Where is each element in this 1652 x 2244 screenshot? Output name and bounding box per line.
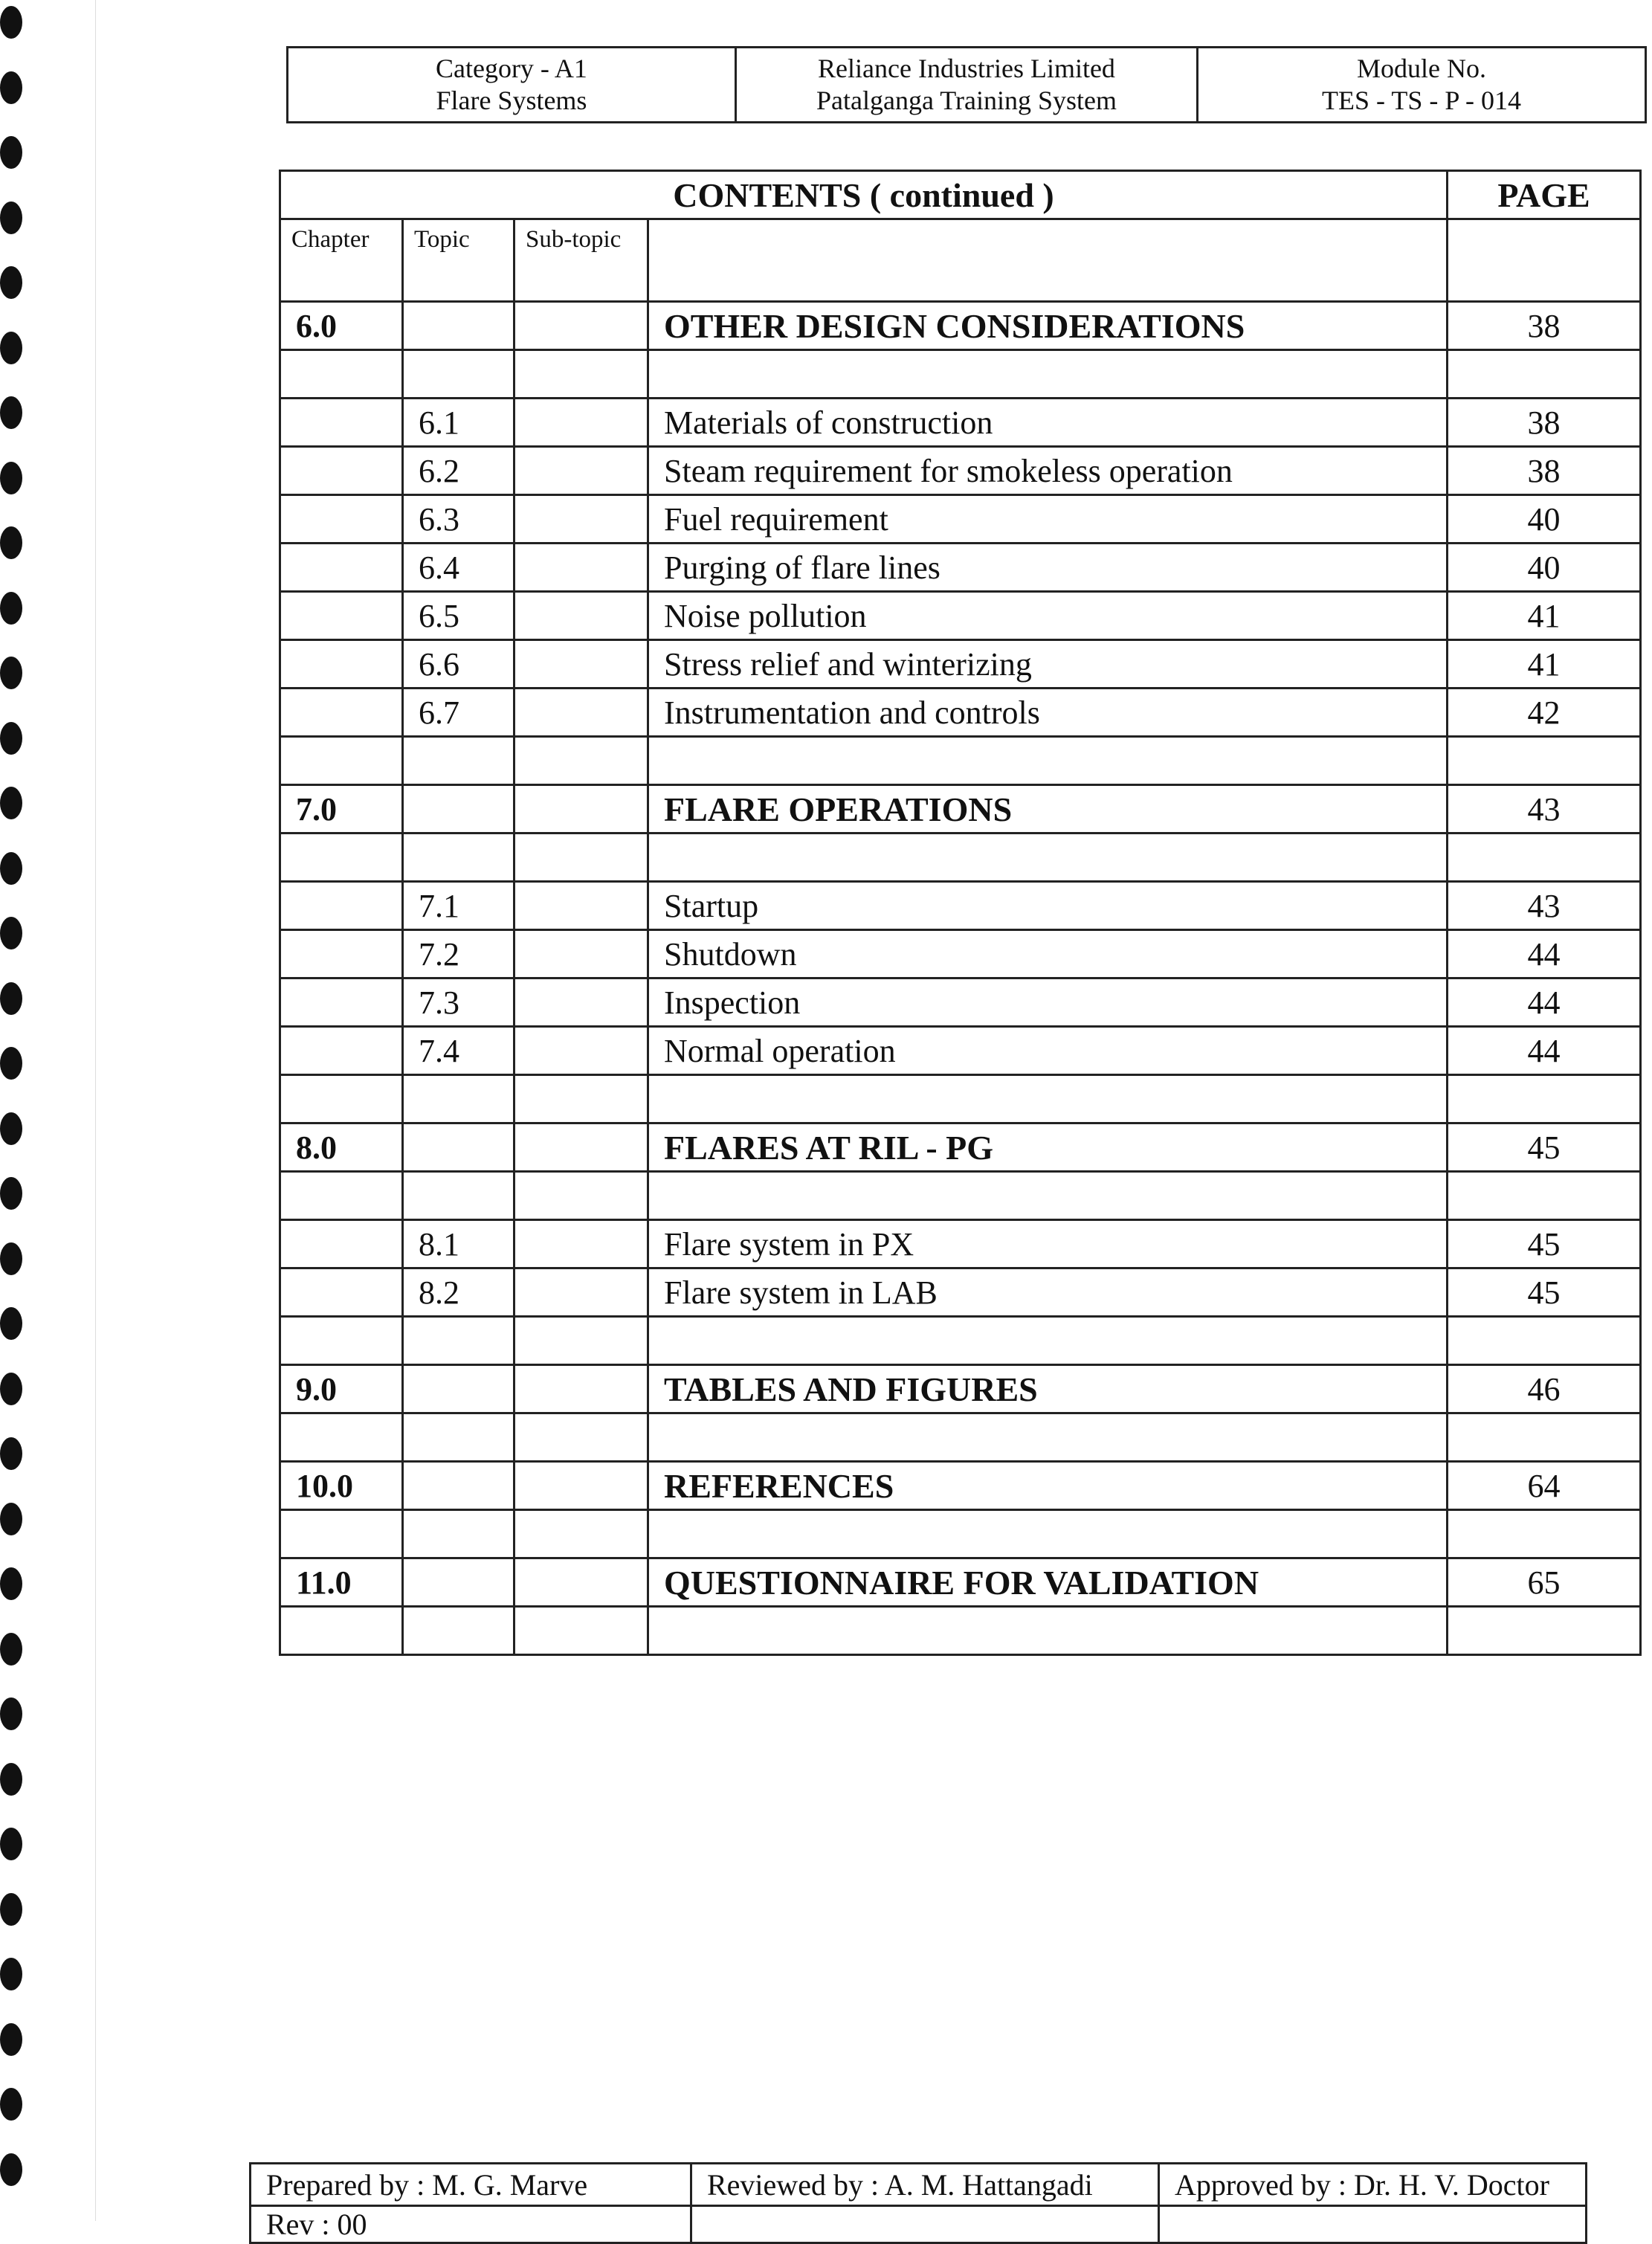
spacer-row	[280, 1172, 1641, 1220]
page-number: 43	[1448, 785, 1641, 834]
chapter-title: REFERENCES	[648, 1462, 1448, 1510]
binder-hole	[0, 332, 22, 364]
topic-title: Flare system in LAB	[648, 1268, 1448, 1317]
topic-number: 6.2	[403, 447, 514, 495]
binder-hole	[0, 787, 22, 819]
spacer-row	[280, 834, 1641, 882]
binder-hole	[0, 2023, 22, 2056]
signoff-footer	[249, 2162, 1587, 2244]
binder-hole	[0, 592, 22, 625]
chapter-title: QUESTIONNAIRE FOR VALIDATION	[648, 1558, 1448, 1607]
binder-hole	[0, 1307, 22, 1340]
module-header	[286, 46, 1647, 123]
topic-row	[280, 495, 1641, 544]
chapter-title: FLARE OPERATIONS	[648, 785, 1448, 834]
topic-title: Steam requirement for smokeless operation	[648, 447, 1448, 495]
category-cell	[288, 48, 736, 123]
company-line-1: Reliance Industries Limited	[818, 53, 1115, 83]
binder-hole	[0, 722, 22, 755]
chapter-title: TABLES AND FIGURES	[648, 1365, 1448, 1413]
binder-hole	[0, 201, 22, 234]
chapter-number: 11.0	[280, 1558, 403, 1607]
topic-row	[280, 447, 1641, 495]
topic-title: Instrumentation and controls	[648, 689, 1448, 737]
topic-row	[280, 1027, 1641, 1075]
chapter-row	[280, 1365, 1641, 1413]
spacer-row	[280, 1510, 1641, 1558]
page-number: 38	[1448, 302, 1641, 350]
spacer-row	[280, 737, 1641, 785]
binder-hole	[0, 1697, 22, 1730]
topic-column-header: Topic	[403, 219, 514, 302]
binder-hole	[0, 1112, 22, 1145]
chapter-number: 8.0	[280, 1123, 403, 1172]
topic-row	[280, 689, 1641, 737]
chapter-title: OTHER DESIGN CONSIDERATIONS	[648, 302, 1448, 350]
revision: Rev : 00	[251, 2206, 691, 2243]
binder-hole	[0, 2153, 22, 2186]
topic-number: 6.4	[403, 544, 514, 592]
binder-hole	[0, 1242, 22, 1275]
topic-title: Startup	[648, 882, 1448, 930]
company-line-2: Patalganga Training System	[816, 86, 1117, 115]
page-number: 40	[1448, 544, 1641, 592]
page-margin-line	[95, 0, 96, 2221]
chapter-title: FLARES AT RIL - PG	[648, 1123, 1448, 1172]
page-number: 64	[1448, 1462, 1641, 1510]
chapter-row	[280, 1558, 1641, 1607]
binder-hole	[0, 462, 22, 494]
binder-hole	[0, 1958, 22, 1990]
category-line-1: Category - A1	[435, 53, 587, 83]
binder-hole	[0, 657, 22, 689]
binder-hole	[0, 1177, 22, 1210]
page-number: 44	[1448, 978, 1641, 1027]
binder-hole	[0, 6, 22, 39]
chapter-number: 6.0	[280, 302, 403, 350]
page-number: 41	[1448, 592, 1641, 640]
spacer-row	[280, 1607, 1641, 1655]
page-number: 46	[1448, 1365, 1641, 1413]
binder-hole	[0, 852, 22, 885]
topic-row	[280, 1220, 1641, 1268]
page-number: 45	[1448, 1123, 1641, 1172]
page-number: 38	[1448, 399, 1641, 447]
page-number: 38	[1448, 447, 1641, 495]
topic-row	[280, 544, 1641, 592]
topic-row	[280, 399, 1641, 447]
topic-title: Shutdown	[648, 930, 1448, 978]
topic-title: Noise pollution	[648, 592, 1448, 640]
binder-hole	[0, 266, 22, 299]
topic-title: Flare system in PX	[648, 1220, 1448, 1268]
topic-number: 7.3	[403, 978, 514, 1027]
binder-hole	[0, 1633, 22, 1666]
binder-hole	[0, 1828, 22, 1860]
binder-hole	[0, 1567, 22, 1600]
binder-hole	[0, 396, 22, 429]
chapter-row	[280, 785, 1641, 834]
prepared-by: Prepared by : M. G. Marve	[251, 2164, 691, 2206]
contents-rows	[280, 302, 1641, 1655]
binder-hole	[0, 136, 22, 169]
spacer-row	[280, 1317, 1641, 1365]
topic-row	[280, 640, 1641, 689]
contents-table	[279, 170, 1642, 1656]
binder-hole	[0, 1893, 22, 1926]
chapter-row	[280, 1462, 1641, 1510]
category-line-2: Flare Systems	[436, 86, 587, 115]
binder-hole	[0, 1437, 22, 1470]
topic-row	[280, 882, 1641, 930]
topic-number: 8.1	[403, 1220, 514, 1268]
topic-number: 8.2	[403, 1268, 514, 1317]
binder-hole	[0, 917, 22, 949]
spacer-row	[280, 350, 1641, 399]
binder-hole	[0, 71, 22, 104]
topic-number: 6.6	[403, 640, 514, 689]
reviewed-by: Reviewed by : A. M. Hattangadi	[691, 2164, 1159, 2206]
module-line-2: TES - TS - P - 014	[1322, 86, 1522, 115]
binder-hole	[0, 982, 22, 1015]
page-number: 65	[1448, 1558, 1641, 1607]
page-number: 44	[1448, 930, 1641, 978]
chapter-number: 7.0	[280, 785, 403, 834]
binder-hole	[0, 1763, 22, 1796]
page-number: 40	[1448, 495, 1641, 544]
binder-hole	[0, 1503, 22, 1535]
topic-number: 6.3	[403, 495, 514, 544]
page-number: 44	[1448, 1027, 1641, 1075]
topic-row	[280, 1268, 1641, 1317]
page-number: 45	[1448, 1220, 1641, 1268]
page-column-header: PAGE	[1448, 171, 1641, 219]
topic-number: 7.4	[403, 1027, 514, 1075]
topic-title: Fuel requirement	[648, 495, 1448, 544]
page-number: 43	[1448, 882, 1641, 930]
spacer-row	[280, 1413, 1641, 1462]
binder-hole	[0, 526, 22, 559]
topic-number: 6.1	[403, 399, 514, 447]
binder-hole	[0, 1047, 22, 1080]
topic-title: Stress relief and winterizing	[648, 640, 1448, 689]
topic-number: 7.2	[403, 930, 514, 978]
page-number: 42	[1448, 689, 1641, 737]
topic-title: Normal operation	[648, 1027, 1448, 1075]
module-line-1: Module No.	[1357, 53, 1487, 83]
subtopic-column-header: Sub-topic	[514, 219, 648, 302]
topic-row	[280, 592, 1641, 640]
company-cell	[735, 48, 1197, 123]
chapter-number: 9.0	[280, 1365, 403, 1413]
topic-title: Purging of flare lines	[648, 544, 1448, 592]
topic-number: 6.7	[403, 689, 514, 737]
module-cell	[1198, 48, 1646, 123]
binder-hole	[0, 1373, 22, 1405]
binder-hole	[0, 2088, 22, 2121]
page-number: 41	[1448, 640, 1641, 689]
chapter-row	[280, 1123, 1641, 1172]
approved-by: Approved by : Dr. H. V. Doctor	[1158, 2164, 1586, 2206]
spacer-row	[280, 1075, 1641, 1123]
binder-holes	[0, 0, 30, 2221]
topic-row	[280, 978, 1641, 1027]
topic-number: 6.5	[403, 592, 514, 640]
topic-title: Materials of construction	[648, 399, 1448, 447]
contents-title: CONTENTS ( continued )	[280, 171, 1448, 219]
chapter-number: 10.0	[280, 1462, 403, 1510]
topic-title: Inspection	[648, 978, 1448, 1027]
topic-number: 7.1	[403, 882, 514, 930]
chapter-row	[280, 302, 1641, 350]
page-number: 45	[1448, 1268, 1641, 1317]
chapter-column-header: Chapter	[280, 219, 403, 302]
topic-row	[280, 930, 1641, 978]
